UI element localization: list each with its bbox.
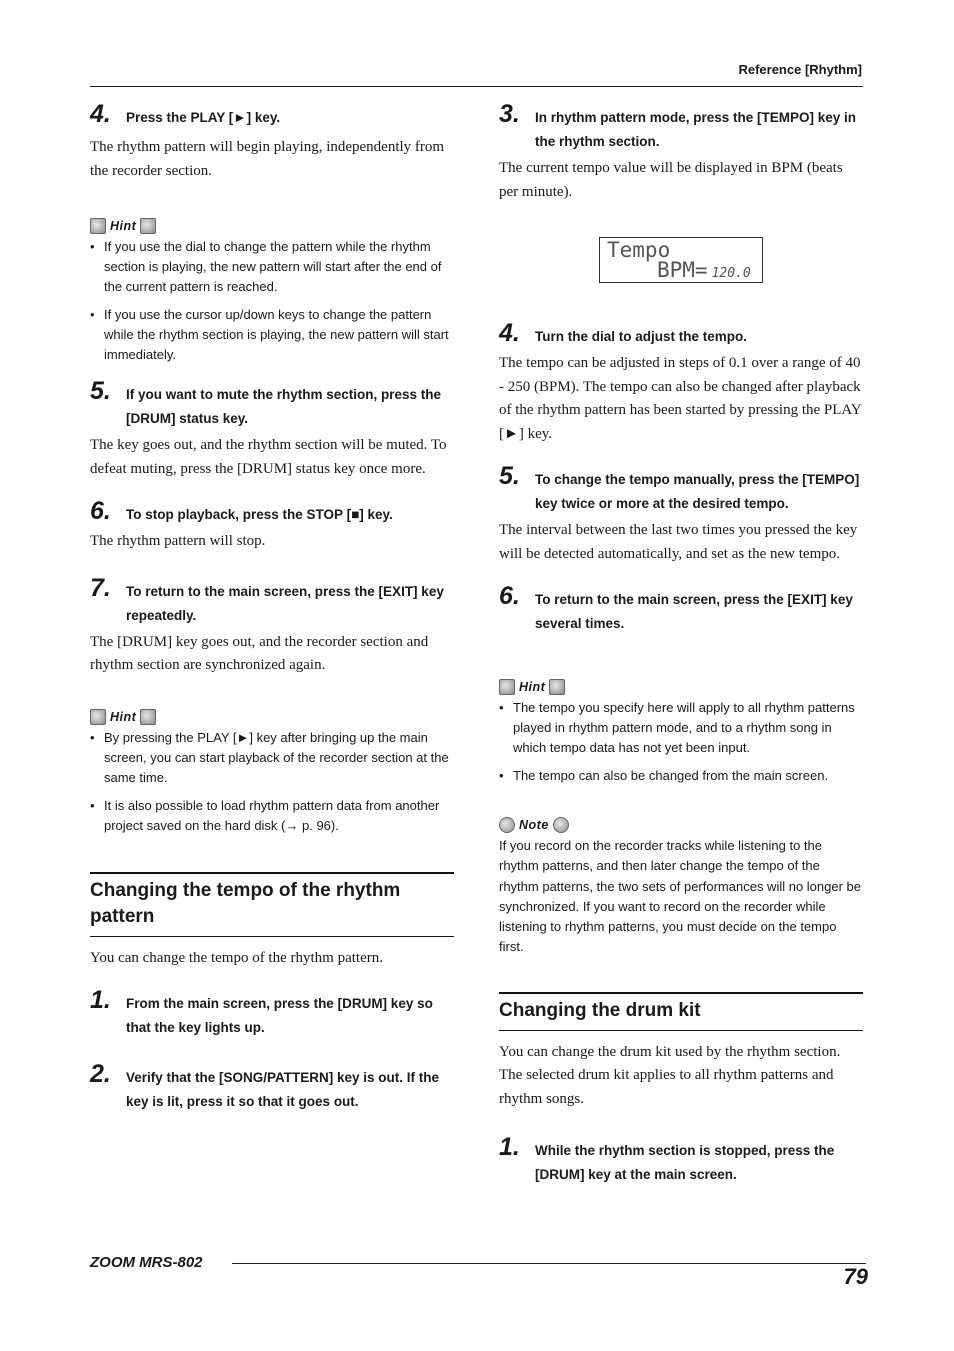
list-item: • If you use the cursor up/down keys to change the pattern while the rhythm section is playing, the new pattern will start immediately. [90,305,454,365]
section-intro: You can change the tempo of the rhythm pattern. [90,949,383,966]
step-number: 5. [499,462,520,490]
note-icon [553,817,569,833]
step-1-left [90,986,454,1040]
step-instruction: If you want to mute the rhythm section, press the [DRUM] status key. [126,387,442,426]
step-6-left [90,497,454,527]
step-instruction: Verify that the [SONG/PATTERN] key is out. If the key is lit, press it so that it goes out. [126,1070,440,1109]
footer-rule [232,1263,866,1264]
hint-list [90,237,454,365]
note-icon [499,817,515,833]
section-heading-drum-kit [499,992,863,1031]
step-instruction: To change the tempo manually, press the [TEMPO] key twice or more at the desired tempo. [535,472,860,511]
step-instruction: Press the PLAY [►] key. [126,110,281,125]
hint-label: Hint [90,708,454,726]
step-body: The rhythm pattern will stop. [90,533,266,549]
hint-list [90,728,454,836]
step-number: 4. [499,319,520,347]
step-body: The current tempo value will be displayed in BPM (beats per minute). [499,160,843,200]
section-intro: You can change the drum kit used by the rhythm section. The selected drum kit applies to all rhythm patterns and rhythm songs. [499,1043,841,1107]
step-6-right [499,582,863,636]
right-column [499,100,863,1187]
list-item: • The tempo can also be changed from the main screen. [499,766,863,786]
hint-icon [140,218,156,234]
list-item: • It is also possible to load rhythm pattern data from another project saved on the hard disk (→ p. 96). [90,796,454,836]
step-number: 1. [499,1133,520,1162]
lcd-display [599,237,763,283]
hint-icon [549,679,565,695]
header-rule [90,86,863,87]
footer-product-name: ZOOM MRS-802 [90,1254,203,1271]
section-title: Changing the drum kit [499,999,701,1021]
step-number: 3. [499,100,520,128]
step-body: The tempo can be adjusted in steps of 0.1 over a range of 40 - 250 (BPM). The tempo can also be changed after playback of the rhythm pattern has been started by pressing the PLAY [►] key. [499,355,862,442]
hint-label: Hint [90,217,454,235]
left-column [90,100,454,1114]
step-instruction: From the main screen, press the [DRUM] key so that the key lights up. [126,996,433,1035]
hint-icon [90,709,106,725]
step-number: 4. [90,100,111,128]
step-body: The key goes out, and the rhythm section will be muted. To defeat muting, press the [DRUM] status key once more. [90,437,447,477]
hint-icon [90,218,106,234]
list-item: • By pressing the PLAY [►] key after bringing up the main screen, you can start playback of the recorder section at the same time. [90,728,454,788]
lcd-line-tempo: Tempo [607,238,671,262]
step-4-right [499,319,863,349]
step-instruction: To stop playback, press the STOP [■] key. [126,507,393,522]
note-label: Note [499,816,863,834]
section-title: Changing the tempo of the rhythm pattern [90,879,401,927]
step-instruction: In rhythm pattern mode, press the [TEMPO] key in the rhythm section. [535,110,857,149]
lcd-line-bpm: BPM= 120.0 [657,258,751,282]
step-number: 2. [90,1060,111,1088]
step-body: The interval between the last two times you pressed the key will be detected automatically, and set as the new tempo. [499,522,858,562]
step-1-right [499,1133,863,1187]
step-number: 1. [90,986,111,1014]
section-heading-tempo [90,872,454,937]
hint-icon [140,709,156,725]
step-2-left [90,1060,454,1114]
step-number: 6. [90,497,111,525]
step-7-left [90,573,454,628]
step-instruction: To return to the main screen, press the [EXIT] key several times. [535,592,853,631]
list-item: • If you use the dial to change the pattern while the rhythm section is playing, the new pattern will start after the end of the current pattern is reached. [90,237,454,297]
list-item: • The tempo you specify here will apply to all rhythm patterns played in rhythm pattern mode, and to a rhythm song in which tempo data has not yet been input. [499,698,863,758]
note-text: If you record on the recorder tracks while listening to the rhythm patterns, and then later change the tempo of the rhythm patterns, the two sets of performances will no longer be synchronized. If you want to record on the recorder while listening to rhythm patterns, you must decide on the tempo first. [499,838,862,955]
step-5-right [499,462,863,516]
step-5-left [90,377,454,431]
step-4-left [90,100,454,130]
step-number: 6. [499,582,520,610]
hint-icon [499,679,515,695]
running-header: Reference [Rhythm] [738,62,862,77]
step-body: The rhythm pattern will begin playing, independently from the recorder section. [90,139,445,179]
step-instruction: To return to the main screen, press the [EXIT] key repeatedly. [126,583,444,623]
step-instruction: Turn the dial to adjust the tempo. [535,329,747,344]
hint-label: Hint [499,678,863,696]
step-number: 7. [90,573,111,602]
step-3-right [499,100,863,154]
lcd-bpm-value: 120.0 [711,266,751,281]
step-instruction: While the rhythm section is stopped, press the [DRUM] key at the main screen. [535,1143,835,1183]
hint-list [499,698,863,786]
page-number: 79 [843,1264,868,1289]
step-number: 5. [90,377,111,405]
step-body: The [DRUM] key goes out, and the recorder section and rhythm section are synchronized again. [90,633,429,673]
